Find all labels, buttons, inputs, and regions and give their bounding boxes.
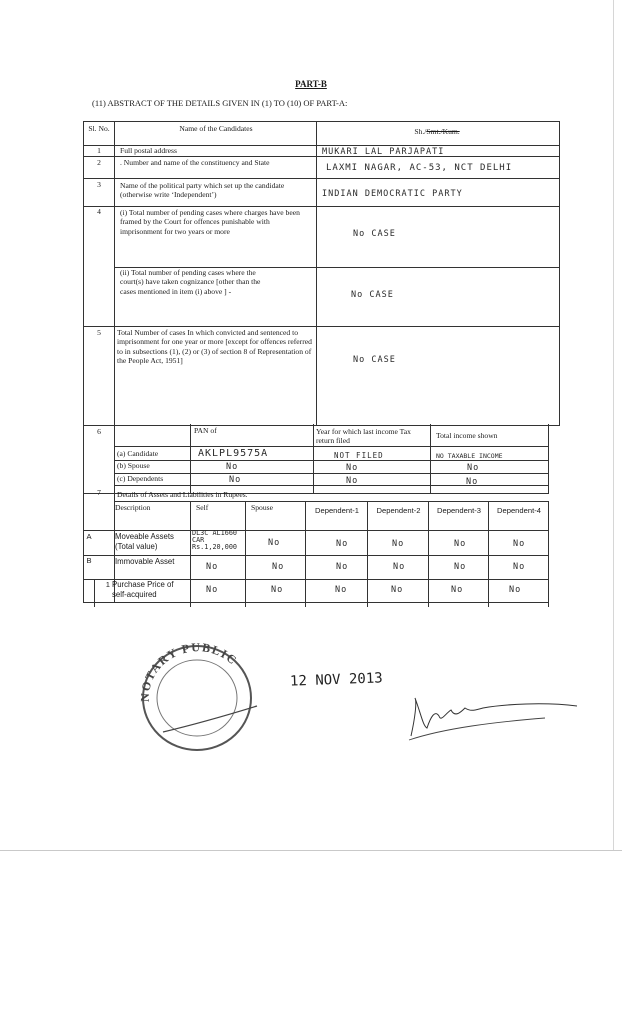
row-1-number: 1 <box>97 146 101 155</box>
asset-row-a-label: Moveable Assets (Total value) <box>115 532 174 551</box>
assets-header-dependent-4: Dependent-4 <box>497 506 541 515</box>
asset-row-b1-spouse: No <box>271 585 284 595</box>
asset-row-b-d1: No <box>336 562 349 572</box>
pan-row-dependents-label: (c) Dependents <box>117 474 164 483</box>
party-value: INDIAN DEMOCRATIC PARTY <box>322 189 463 199</box>
name-column-header: Name of the Candidates <box>179 124 253 133</box>
candidate-name: MUKARI LAL PARJAPATI <box>322 147 445 157</box>
asset-row-b1-d1: No <box>335 585 348 595</box>
asset-row-b1-self: No <box>206 585 219 595</box>
spouse-income: No <box>467 463 480 473</box>
row-1-label: Full postal address <box>120 146 177 155</box>
pan-row-candidate-label: (a) Candidate <box>117 449 159 458</box>
asset-row-b-spouse: No <box>272 562 285 572</box>
pan-value: AKLPL9575A <box>198 448 269 459</box>
pan-header: PAN of <box>194 426 217 435</box>
year-header: Year for which last income Tax return filed <box>316 427 411 446</box>
assets-header-dependent-2: Dependent-2 <box>376 506 421 515</box>
pan-row-spouse-label: (b) Spouse <box>117 461 150 470</box>
row-5-number: 5 <box>97 328 101 337</box>
row-3-label: Name of the political party which set up the candidate (otherwise write ‘Independent’) <box>120 181 285 200</box>
income-value: NO TAXABLE INCOME <box>436 452 503 460</box>
asset-row-a-mark: A <box>86 532 92 541</box>
assets-header-spouse: Spouse <box>251 503 273 512</box>
row-5-label: Total Number of cases In which convicted and sentenced to imprisonment for one year or more [except for offences referred to in subsections (1), (2) or (3) of section 8 of Representation of the People Act, 1951] <box>117 328 312 366</box>
honorific-header <box>318 127 556 136</box>
sl-no-header: Sl. No. <box>88 124 110 133</box>
asset-row-b-mark: B <box>86 556 92 565</box>
asset-row-b1-sub: 1 <box>105 580 110 589</box>
page-edge <box>613 0 614 850</box>
notary-seal <box>135 640 265 762</box>
asset-row-b1-d3: No <box>451 585 464 595</box>
spouse-pan: No <box>226 462 239 472</box>
asset-row-b1-d2: No <box>391 585 404 595</box>
asset-row-a-spouse: No <box>268 538 281 548</box>
asset-row-b-d3: No <box>454 562 467 572</box>
row-6-number: 6 <box>97 427 101 436</box>
asset-row-b1-d4: No <box>509 585 522 595</box>
spouse-year: No <box>346 463 359 473</box>
row-4-number: 4 <box>97 207 101 216</box>
row-4ii-value: No CASE <box>351 290 394 300</box>
asset-row-a-self: DL3C AL1660 CAR Rs.1,20,000 <box>192 529 238 551</box>
signature <box>405 688 585 744</box>
section-heading: (11) ABSTRACT OF THE DETAILS GIVEN IN (1) TO (10) OF PART-A: <box>92 98 348 108</box>
asset-row-b-d4: No <box>513 562 526 572</box>
constituency-value: LAXMI NAGAR, AC-53, NCT DELHI <box>326 163 513 173</box>
assets-header-self: Self <box>196 503 209 512</box>
smt-label: Smt./Kum. <box>426 127 460 136</box>
asset-row-a-d4: No <box>513 539 526 549</box>
row-3-number: 3 <box>97 180 101 189</box>
sh-label: Sh./ <box>414 127 427 136</box>
asset-row-a-d1: No <box>336 539 349 549</box>
asset-row-a-d3: No <box>454 539 467 549</box>
row-7-number: 7 <box>97 488 101 497</box>
date-stamp: 12 NOV 2013 <box>289 670 383 690</box>
row-4i-value: No CASE <box>353 229 396 239</box>
row-2-number: 2 <box>97 158 101 167</box>
assets-title: Details of Assets and Liabilities in Rupees. <box>117 490 248 499</box>
dependents-pan: No <box>229 475 242 485</box>
seal-text: NOTARY PUBLIC <box>137 640 241 703</box>
row-5-value: No CASE <box>353 355 396 365</box>
asset-row-a-d2: No <box>392 539 405 549</box>
assets-header-dependent-3: Dependent-3 <box>437 506 481 515</box>
assets-header-description: Description <box>115 503 151 512</box>
dependents-year: No <box>346 476 359 486</box>
asset-row-b-label: Immovable Asset <box>115 557 175 566</box>
asset-row-b1-label: Purchase Price of self-acquired <box>112 580 174 599</box>
dependents-income: No <box>466 477 479 487</box>
row-4i-label: (i) Total number of pending cases where charges have been framed by the Court for offences punishable with imprisonment for two years or more <box>120 208 300 236</box>
income-header: Total income shown <box>436 431 498 440</box>
row-4ii-label: (ii) Total number of pending cases where the court(s) have taken cognizance [other than the cases mentioned in item (i) above ] - <box>120 268 261 296</box>
asset-row-b-d2: No <box>393 562 406 572</box>
asset-row-b-self: No <box>206 562 219 572</box>
part-title: PART-B <box>295 79 327 89</box>
return-filed-value: NOT FILED <box>334 451 384 460</box>
assets-header-dependent-1: Dependent-1 <box>315 506 359 515</box>
row-2-label: . Number and name of the constituency and State <box>120 158 270 167</box>
